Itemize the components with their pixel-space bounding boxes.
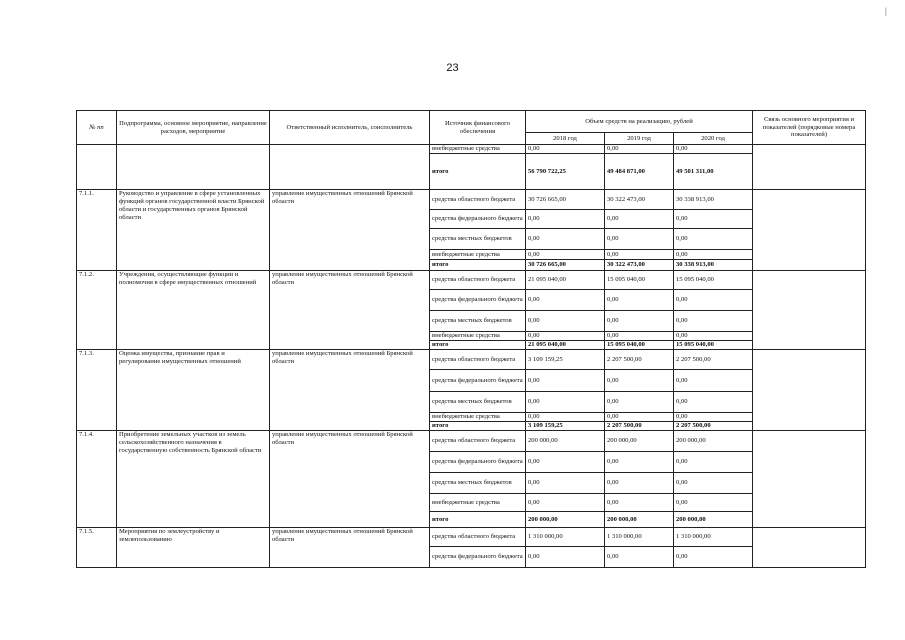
value-2020: 0,00 xyxy=(674,370,753,392)
value-2018: 0,00 xyxy=(526,332,605,341)
link-cell xyxy=(753,145,866,190)
item-code: 7.1.2. xyxy=(77,271,117,350)
source-cell: средства местных бюджетов xyxy=(430,473,526,494)
item-code: 7.1.5. xyxy=(77,528,117,568)
table-row xyxy=(77,431,866,452)
header-year-2018: 2018 год xyxy=(526,133,605,145)
value-2018: 0,00 xyxy=(526,413,605,422)
source-cell: итого xyxy=(430,512,526,528)
value-2019: 0,00 xyxy=(605,332,674,341)
item-code: 7.1.4. xyxy=(77,431,117,528)
table-row xyxy=(77,350,866,370)
header-year-2020: 2020 год xyxy=(674,133,753,145)
value-2019: 15 095 040,00 xyxy=(605,271,674,290)
value-2020: 200 000,00 xyxy=(674,512,753,528)
table-row xyxy=(77,528,866,547)
value-2019: 30 322 473,00 xyxy=(605,260,674,271)
value-2020: 1 310 000,00 xyxy=(674,528,753,547)
value-2020: 200 000,00 xyxy=(674,431,753,452)
value-2020: 0,00 xyxy=(674,413,753,422)
source-cell: средства местных бюджетов xyxy=(430,392,526,413)
source-cell: средства федерального бюджета xyxy=(430,370,526,392)
source-cell: средства областного бюджета xyxy=(430,431,526,452)
value-2018: 0,00 xyxy=(526,229,605,250)
value-2018: 0,00 xyxy=(526,473,605,494)
header-volume: Объем средств на реализацию, рублей xyxy=(526,111,753,133)
item-name: Приобретение земельных участков из земель сельскохозяйственного назначения в государственную собственность Брянской области xyxy=(117,431,270,528)
header-year-2019: 2019 год xyxy=(605,133,674,145)
source-cell: средства областного бюджета xyxy=(430,528,526,547)
value-2020: 0,00 xyxy=(674,332,753,341)
value-2020: 30 338 913,00 xyxy=(674,190,753,210)
value-2018: 1 310 000,00 xyxy=(526,528,605,547)
source-cell: средства местных бюджетов xyxy=(430,311,526,332)
value-2018: 30 726 665,00 xyxy=(526,190,605,210)
source-cell: итого xyxy=(430,341,526,350)
value-2018: 56 790 722,25 xyxy=(526,154,605,190)
value-2019: 2 207 500,00 xyxy=(605,350,674,370)
value-2020: 0,00 xyxy=(674,145,753,154)
item-code: 7.1.1. xyxy=(77,190,117,271)
value-2019: 0,00 xyxy=(605,452,674,473)
item-name: Оценка имущества, признание прав и регулирование имущественных отношений xyxy=(117,350,270,431)
source-cell: внебюджетные средства xyxy=(430,250,526,260)
value-2020: 2 207 500,00 xyxy=(674,422,753,431)
link-cell xyxy=(753,431,866,528)
value-2019: 0,00 xyxy=(605,145,674,154)
source-cell: итого xyxy=(430,260,526,271)
source-cell: средства областного бюджета xyxy=(430,350,526,370)
link-cell xyxy=(753,271,866,350)
budget-table-container xyxy=(76,110,865,568)
source-cell: внебюджетные средства xyxy=(430,332,526,341)
header-program: Подпрограмма, основное мероприятие, направление расходов, мероприятие xyxy=(117,111,270,145)
item-executor: управление имущественных отношений Брянской области xyxy=(270,350,430,431)
value-2019: 0,00 xyxy=(605,370,674,392)
value-2020: 15 095 040,00 xyxy=(674,271,753,290)
table-row xyxy=(77,271,866,290)
value-2019: 0,00 xyxy=(605,413,674,422)
value-2018: 0,00 xyxy=(526,547,605,568)
value-2020: 0,00 xyxy=(674,547,753,568)
source-cell: итого xyxy=(430,154,526,190)
value-2019: 15 095 040,00 xyxy=(605,341,674,350)
source-cell: внебюджетные средства xyxy=(430,494,526,512)
value-2020: 0,00 xyxy=(674,229,753,250)
value-2019: 0,00 xyxy=(605,311,674,332)
value-2018: 0,00 xyxy=(526,210,605,229)
value-2019: 0,00 xyxy=(605,250,674,260)
link-cell xyxy=(753,190,866,271)
header-source: Источник финансового обеспечения xyxy=(430,111,526,145)
value-2020: 0,00 xyxy=(674,494,753,512)
carry-executor-cell xyxy=(270,145,430,190)
value-2018: 200 000,00 xyxy=(526,512,605,528)
table-row xyxy=(77,190,866,210)
source-cell: средства областного бюджета xyxy=(430,190,526,210)
header-link: Связь основного мероприятия и показателей (порядковые номера показателей) xyxy=(753,111,866,145)
value-2019: 0,00 xyxy=(605,392,674,413)
value-2020: 0,00 xyxy=(674,473,753,494)
value-2019: 0,00 xyxy=(605,494,674,512)
source-cell: средства федерального бюджета xyxy=(430,210,526,229)
value-2019: 30 322 473,00 xyxy=(605,190,674,210)
value-2020: 0,00 xyxy=(674,392,753,413)
value-2018: 21 095 040,00 xyxy=(526,271,605,290)
value-2018: 0,00 xyxy=(526,290,605,311)
source-cell: средства местных бюджетов xyxy=(430,229,526,250)
source-cell: средства областного бюджета xyxy=(430,271,526,290)
value-2018: 3 109 159,25 xyxy=(526,422,605,431)
carry-name-cell xyxy=(117,145,270,190)
item-executor: управление имущественных отношений Брянской области xyxy=(270,528,430,568)
value-2018: 21 095 040,00 xyxy=(526,341,605,350)
value-2020: 0,00 xyxy=(674,250,753,260)
value-2018: 0,00 xyxy=(526,311,605,332)
value-2019: 0,00 xyxy=(605,473,674,494)
value-2019: 0,00 xyxy=(605,229,674,250)
item-executor: управление имущественных отношений Брянской области xyxy=(270,431,430,528)
link-cell xyxy=(753,528,866,568)
item-executor: управление имущественных отношений Брянской области xyxy=(270,190,430,271)
carry-code-cell xyxy=(77,145,117,190)
source-cell: внебюджетные средства xyxy=(430,413,526,422)
value-2018: 30 726 665,00 xyxy=(526,260,605,271)
value-2019: 0,00 xyxy=(605,290,674,311)
source-cell: средства федерального бюджета xyxy=(430,547,526,568)
value-2018: 200 000,00 xyxy=(526,431,605,452)
value-2018: 3 109 159,25 xyxy=(526,350,605,370)
corner-mark: | xyxy=(885,6,887,16)
table-row xyxy=(77,145,866,154)
source-cell: средства федерального бюджета xyxy=(430,452,526,473)
value-2020: 15 095 040,00 xyxy=(674,341,753,350)
budget-table xyxy=(76,110,866,568)
value-2019: 0,00 xyxy=(605,210,674,229)
source-cell: итого xyxy=(430,422,526,431)
value-2019: 200 000,00 xyxy=(605,512,674,528)
value-2019: 49 484 871,00 xyxy=(605,154,674,190)
table-body xyxy=(77,145,866,568)
item-name: Мероприятия по землеустройству и землепользованию xyxy=(117,528,270,568)
value-2020: 0,00 xyxy=(674,452,753,473)
item-executor: управление имущественных отношений Брянской области xyxy=(270,271,430,350)
value-2018: 0,00 xyxy=(526,392,605,413)
page-number: 23 xyxy=(446,62,459,74)
value-2018: 0,00 xyxy=(526,494,605,512)
item-name: Учреждения, осуществляющие функции и полномочия в сфере имущественных отношений xyxy=(117,271,270,350)
header-executor: Ответственный исполнитель, соисполнитель xyxy=(270,111,430,145)
item-name: Руководство и управление в сфере установленных функций органов государственной власти Брянской области и государственных органов Брянской области xyxy=(117,190,270,271)
value-2019: 200 000,00 xyxy=(605,431,674,452)
source-cell: средства федерального бюджета xyxy=(430,290,526,311)
value-2020: 0,00 xyxy=(674,311,753,332)
value-2019: 2 207 500,00 xyxy=(605,422,674,431)
value-2019: 0,00 xyxy=(605,547,674,568)
value-2020: 2 207 500,00 xyxy=(674,350,753,370)
link-cell xyxy=(753,350,866,431)
value-2020: 0,00 xyxy=(674,290,753,311)
value-2020: 0,00 xyxy=(674,210,753,229)
source-cell: внебюджетные средства xyxy=(430,145,526,154)
value-2018: 0,00 xyxy=(526,452,605,473)
item-code: 7.1.3. xyxy=(77,350,117,431)
value-2020: 49 501 311,00 xyxy=(674,154,753,190)
value-2018: 0,00 xyxy=(526,370,605,392)
value-2018: 0,00 xyxy=(526,250,605,260)
value-2019: 1 310 000,00 xyxy=(605,528,674,547)
header-code: № пп xyxy=(77,111,117,145)
value-2020: 30 338 913,00 xyxy=(674,260,753,271)
value-2018: 0,00 xyxy=(526,145,605,154)
